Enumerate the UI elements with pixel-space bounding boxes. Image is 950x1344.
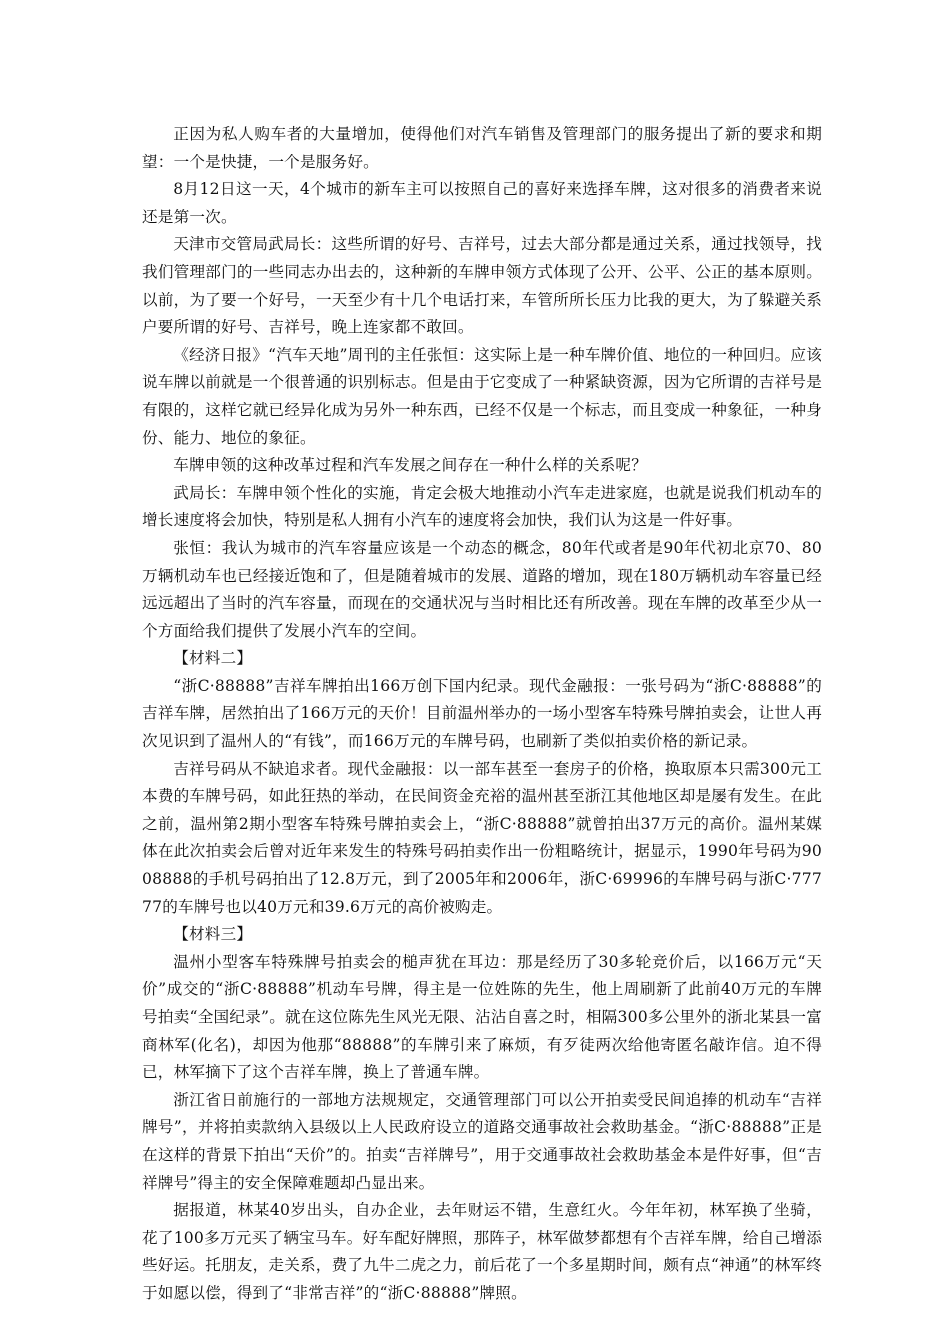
paragraph: 温州小型客车特殊牌号拍卖会的槌声犹在耳边：那是经历了30多轮竞价后，以166万元“天价”成交的“浙C·88888”机动车号牌，得主是一位姓陈的先生，他上周刷新了此前40万元的车牌号拍卖“全国纪录”。就在这位陈先生风光无限、沾沾自喜之时，相隔300多公里外的浙北某县一富商林军(化名)，却因为他那“88888”的车牌引来了麻烦，有歹徒两次给他寄匿名敲诈信。迫不得已，林军摘下了这个吉祥车牌，换上了普通车牌。 (142, 952, 822, 1082)
paragraph: 8月12日这一天，4个城市的新车主可以按照自己的喜好来选择车牌，这对很多的消费者来说还是第一次。 (142, 180, 822, 226)
section-heading: 【材料二】 (173, 649, 253, 668)
paragraph: 车牌申领的这种改革过程和汽车发展之间存在一种什么样的关系呢？ (173, 456, 648, 475)
paragraph: 张恒：我认为城市的汽车容量应该是一个动态的概念，80年代或者是90年代初北京70、80万辆机动车也已经接近饱和了，但是随着城市的发展、道路的增加，现在180万辆机动车容量已经远远超出了当时的汽车容量，而现在的交通状况与当时相比还有所改善。现在车牌的改革至少从一个方面给我们提供了发展小汽车的空间。 (142, 538, 822, 640)
paragraph: 浙江省日前施行的一部地方法规规定，交通管理部门可以公开拍卖受民间追捧的机动车“吉祥牌号”，并将拍卖款纳入县级以上人民政府设立的道路交通事故社会救助基金。“浙C·88888”正是在这样的背景下拍出“天价”的。拍卖“吉祥牌号”，用于交通事故社会救助基金本是件好事，但“吉祥牌号”得主的安全保障难题却凸显出来。 (142, 1090, 822, 1192)
paragraph: 吉祥号码从不缺追求者。现代金融报：以一部车甚至一套房子的价格，换取原本只需300元工本费的车牌号码，如此狂热的举动，在民间资金充裕的温州甚至浙江其他地区却是屡有发生。在此之前，温州第2期小型客车特殊号牌拍卖会上，“浙C·88888”就曾拍出37万元的高价。温州某媒体在此次拍卖会后曾对近年来发生的特殊号码拍卖作出一份粗略统计，据显示，1990年号码为9008888的手机号码拍出了12.8万元，到了2005年和2006年，浙C·69996的车牌号码与浙C·77777的车牌号也以40万元和39.6万元的高价被购走。 (142, 759, 822, 916)
paragraph: 《经济日报》“汽车天地”周刊的主任张恒：这实际上是一种车牌价值、地位的一种回归。应该说车牌以前就是一个很普通的识别标志。但是由于它变成了一种紧缺资源，因为它所谓的吉祥号是有限的，这样它就已经异化成为另外一种东西，已经不仅是一个标志，而且变成一种象征，一种身份、能力、地位的象征。 (142, 345, 822, 447)
paragraph: 武局长：车牌申领个性化的实施，肯定会极大地推动小汽车走进家庭，也就是说我们机动车的增长速度将会加快，特别是私人拥有小汽车的速度将会加快，我们认为这是一件好事。 (142, 483, 822, 530)
paragraph: 正因为私人购车者的大量增加，使得他们对汽车销售及管理部门的服务提出了新的要求和期望：一个是快捷，一个是服务好。 (142, 125, 822, 171)
document-page (142, 121, 822, 1308)
paragraph: 天津市交管局武局长：这些所谓的好号、吉祥号，过去大部分都是通过关系，通过找领导，找我们管理部门的一些同志办出去的，这种新的车牌申领方式体现了公开、公平、公正的基本原则。以前，为了要一个好号，一天至少有十几个电话打来，车管所所长压力比我的更大，为了躲避关系户要所谓的好号、吉祥号，晚上连家都不敢回。 (142, 235, 822, 337)
paragraph: 据报道，林某40岁出头，自办企业，去年财运不错，生意红火。今年年初，林军换了坐骑，花了100多万元买了辆宝马车。好车配好牌照，那阵子，林军做梦都想有个吉祥车牌，给自己增添些好运。托朋友，走关系，费了九牛二虎之力，前后花了一个多星期时间，颇有点“神通”的林军终于如愿以偿，得到了“非常吉祥”的“浙C·88888”牌照。 (142, 1201, 822, 1302)
paragraph: “浙C·88888”吉祥车牌拍出166万创下国内纪录。现代金融报：一张号码为“浙C·88888”的吉祥车牌，居然拍出了166万元的天价！目前温州举办的一场小型客车特殊号牌拍卖会，让世人再次见识到了温州人的“有钱”，而166万元的车牌号码，也刷新了类似拍卖价格的新记录。 (142, 676, 822, 751)
section-heading: 【材料三】 (173, 925, 253, 944)
